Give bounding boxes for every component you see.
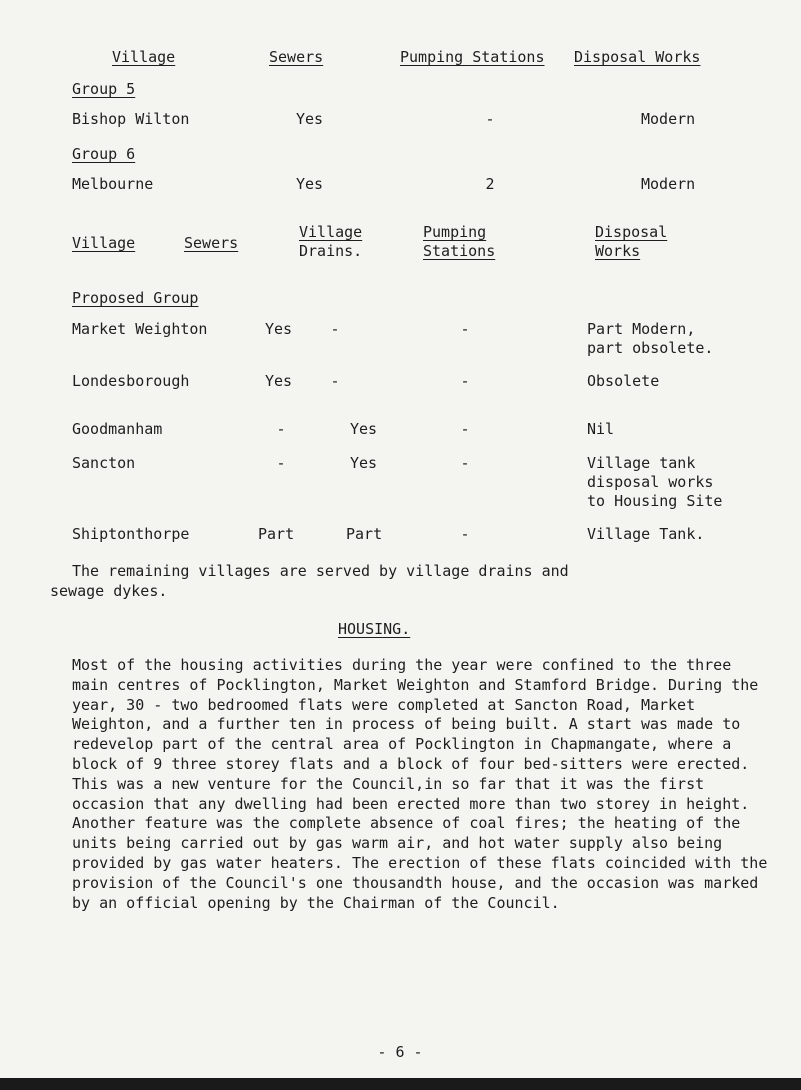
- scan-edge-border: [0, 1078, 801, 1090]
- t2-header-drains: Drains.: [299, 242, 363, 260]
- t2-disposal: Part Modern,: [587, 320, 696, 338]
- t1-group-label: Group 5: [72, 80, 136, 98]
- t2-drains: -: [330, 320, 340, 338]
- t2-pumping: -: [460, 420, 470, 438]
- t2-village: Sancton: [72, 454, 136, 472]
- housing-heading: HOUSING.: [338, 620, 411, 638]
- t2-village: Market Weighton: [72, 320, 208, 338]
- t1-pumping: -: [485, 110, 495, 128]
- t1-disposal: Modern: [641, 175, 696, 193]
- t2-disposal: Village Tank.: [587, 525, 705, 543]
- t2-header-sewers: Sewers: [184, 234, 239, 252]
- t2-header-disposal: Disposal: [595, 223, 668, 241]
- t2-header-disposal: Works: [595, 242, 641, 260]
- t1-village: Bishop Wilton: [72, 110, 190, 128]
- t2-sewers: Yes: [265, 372, 293, 390]
- t1-disposal: Modern: [641, 110, 696, 128]
- t2-sewers: -: [276, 420, 286, 438]
- page-number: - 6 -: [377, 1043, 423, 1061]
- t2-sewers: -: [276, 454, 286, 472]
- t2-disposal: disposal works: [587, 473, 714, 491]
- t2-disposal: Village tank: [587, 454, 696, 472]
- t2-disposal: Nil: [587, 420, 615, 438]
- t1-sewers: Yes: [296, 110, 324, 128]
- t2-drains: Yes: [350, 454, 378, 472]
- t2-drains: Part: [346, 525, 383, 543]
- t2-village: Londesborough: [72, 372, 190, 390]
- t2-group-label: Proposed Group: [72, 289, 199, 307]
- t2-pumping: -: [460, 320, 470, 338]
- t2-sewers: Part: [258, 525, 295, 543]
- t1-sewers: Yes: [296, 175, 324, 193]
- t2-village: Goodmanham: [72, 420, 163, 438]
- t2-header-pumping: Pumping: [423, 223, 487, 241]
- t2-header-village: Village: [72, 234, 136, 252]
- t2-pumping: -: [460, 454, 470, 472]
- t2-village: Shiptonthorpe: [72, 525, 190, 543]
- t2-disposal: part obsolete.: [587, 339, 714, 357]
- t1-header-village: Village: [112, 48, 176, 66]
- t2-drains: Yes: [350, 420, 378, 438]
- t2-sewers: Yes: [265, 320, 293, 338]
- t2-disposal: Obsolete: [587, 372, 660, 390]
- t2-pumping: -: [460, 525, 470, 543]
- remaining-villages-note: sewage dykes.: [50, 582, 168, 600]
- t1-header-disposal: Disposal Works: [574, 48, 701, 66]
- remaining-villages-note: The remaining villages are served by village drains and: [72, 562, 569, 580]
- t1-header-sewers: Sewers: [269, 48, 324, 66]
- t1-village: Melbourne: [72, 175, 154, 193]
- t2-header-pumping: Stations: [423, 242, 496, 260]
- t2-disposal: to Housing Site: [587, 492, 723, 510]
- t1-group-label: Group 6: [72, 145, 136, 163]
- t2-pumping: -: [460, 372, 470, 390]
- t1-header-pumping: Pumping Stations: [400, 48, 545, 66]
- t1-pumping: 2: [485, 175, 495, 193]
- t2-drains: -: [330, 372, 340, 390]
- housing-paragraph: Most of the housing activities during the year were confined to the three main centres of Pocklington, Market Weighton and Stamford Bridge. During the year, 30 - two bedroomed flats were completed at Sancton Road, Market Weighton, and a further ten in process of being built. A start was made to redevelop part of the central area of Pocklington in Chapmangate, where a block of 9 three storey flats and a block of four bed-sitters were erected. This was a new venture for the Council,in so far that it was the first occasion that any dwelling had been erected more than two storey in height. Another feature was the complete absence of coal fires; the heating of the units being carried out by gas warm air, and hot water supply also being provided by gas water heaters. The erection of these flats coincided with the provision of the Council's one thousandth house, and the occasion was marked by an official opening by the Chairman of the Council.: [72, 656, 768, 912]
- t2-header-drains: Village: [299, 223, 363, 241]
